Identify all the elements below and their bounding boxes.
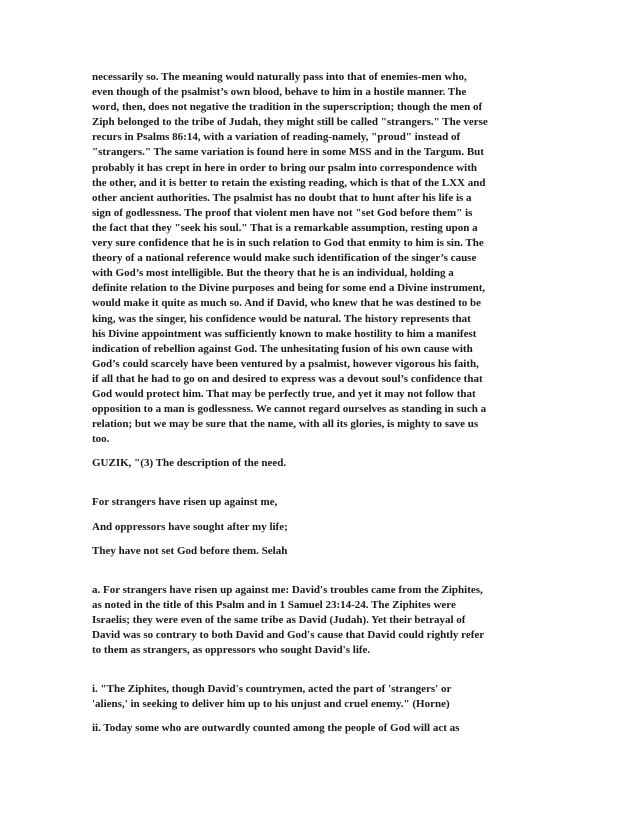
text-line: opposition to a man is godlessness. We cannot regard ourselves as standing in such a: [92, 403, 487, 416]
verse-line-1: For strangers have risen up against me,: [92, 496, 278, 509]
text-line: Israelis; they were even of the same tribe as David (Judah). Yet their betrayal of: [92, 613, 466, 626]
text-line: king, was the singer, his confidence would be natural. The history represents that: [92, 312, 471, 325]
text-line: a. For strangers have risen up against me: David's troubles came from the Ziphites,: [92, 583, 483, 596]
verse-line-3: They have not set God before them. Selah: [92, 544, 288, 557]
text-line: the fact that they "seek his soul." That is a remarkable assumption, resting upon a: [92, 221, 478, 234]
text-line: "strangers." The same variation is found here in some MSS and in the Targum. But: [92, 146, 484, 159]
text-line: David was so contrary to both David and God's cause that David could rightly refer: [92, 629, 485, 641]
text-line: theory of a national reference would make such identification of the singer’s cause: [92, 252, 477, 265]
text-line: as noted in the title of this Psalm and in 1 Samuel 23:14-24. The Ziphites were: [92, 598, 456, 611]
commentary-paragraph: [92, 70, 548, 447]
text-line: the other, and it is better to retain the existing reading, which is that of the LXX and: [92, 176, 486, 189]
text-line: with God’s most intelligible. But the theory that he is an individual, holding a: [92, 267, 454, 280]
verse-block: [92, 495, 548, 558]
text-line: other ancient authorities. The psalmist has no doubt that to hunt after his life is a: [92, 191, 472, 204]
text-line: definite relation to the Divine purposes and being for some end a Divine instrument,: [92, 282, 486, 295]
point-a-paragraph: [92, 583, 548, 658]
text-line: God’s could scarcely have been ventured by a psalmist, however vigorous his faith,: [92, 357, 479, 370]
point-i-paragraph: [92, 682, 548, 712]
verse-line-2: And oppressors have sought after my life;: [92, 520, 288, 533]
guzik-heading: [92, 456, 548, 471]
text-line: word, then, does not negative the tradition in the superscription; though the men of: [92, 101, 483, 114]
point-ii-paragraph: [92, 721, 548, 736]
text-line: ii. Today some who are outwardly counted among the people of God will act as: [92, 722, 460, 735]
text-line: necessarily so. The meaning would naturally pass into that of enemies-men who,: [92, 71, 467, 83]
text-line: would make it quite as much so. And if David, who knew that he was destined to be: [92, 297, 482, 310]
text-line: too.: [92, 433, 110, 446]
heading-line: GUZIK, "(3) The description of the need.: [92, 457, 287, 470]
text-line: Ziph belonged to the tribe of Judah, they might still be called "strangers." The verse: [92, 116, 488, 129]
text-line: probably it has crept in here in order to bring our psalm into correspondence with: [92, 161, 478, 174]
text-line: God would protect him. That may be perfectly true, and yet it may not follow that: [92, 387, 476, 400]
text-line: his Divine appointment was sufficiently known to make hostility to him a manifest: [92, 327, 477, 340]
text-line: relation; but we may be sure that the name, with all its glories, is mighty to save us: [92, 418, 479, 431]
text-line: even though of the psalmist’s own blood, behave to him in a hostile manner. The: [92, 86, 467, 99]
text-line: to them as strangers, as oppressors who sought David's life.: [92, 644, 371, 657]
text-line: sign of godlessness. The proof that violent men have not "set God before them" is: [92, 206, 473, 219]
text-line: if all that he had to go on and desired to express was a devout soul’s confidence that: [92, 372, 483, 385]
text-line: recurs in Psalms 86:14, with a variation of reading-namely, "proud" instead of: [92, 131, 461, 144]
text-line: indication of rebellion against God. The unhesitating fusion of his own cause with: [92, 342, 473, 355]
text-line: 'aliens,' in seeking to deliver him up to his unjust and cruel enemy." (Horne): [92, 698, 450, 711]
document-page: [92, 70, 548, 736]
text-line: very sure confidence that he is in such relation to God that enmity to him is sin. The: [92, 237, 484, 250]
text-line: i. "The Ziphites, though David's countrymen, acted the part of 'strangers' or: [92, 683, 452, 696]
